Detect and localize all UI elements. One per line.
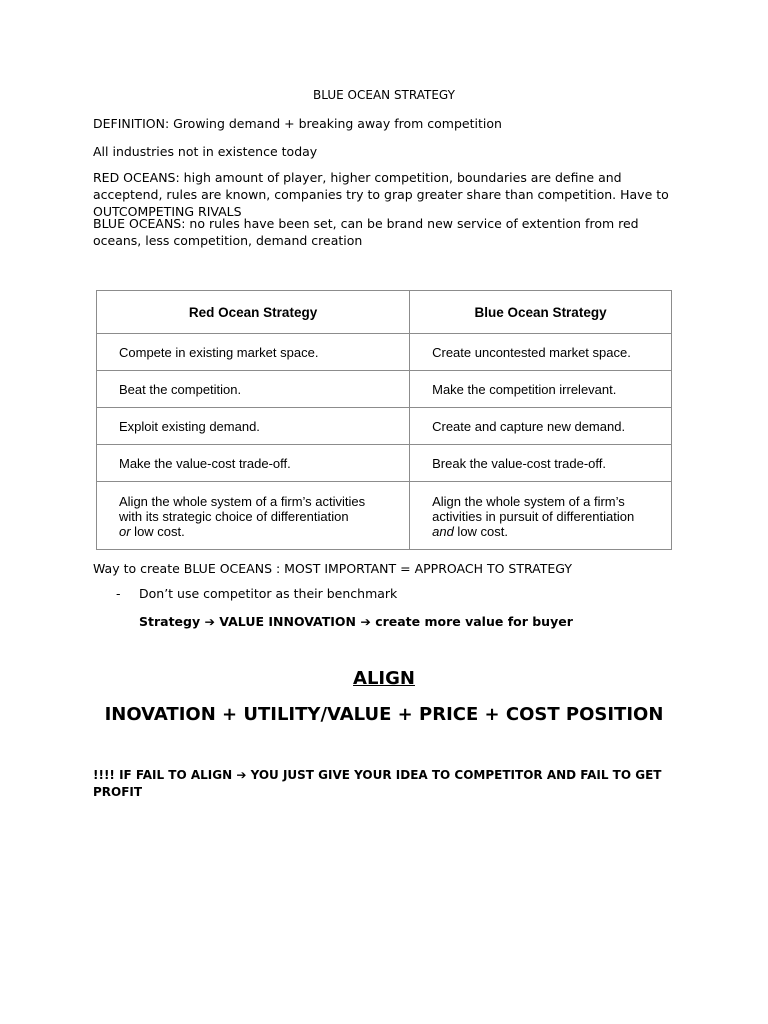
- blue-ocean-cell: Break the value-cost trade-off.: [410, 445, 672, 482]
- red-oceans-paragraph: RED OCEANS: high amount of player, higher competition, boundaries are define and acceptend, rules are known, companies try to grap greater share than competition. Have to OUTCOMPETING RIVALS: [93, 170, 669, 219]
- table-row: [97, 445, 672, 482]
- formula-heading: INOVATION + UTILITY/VALUE + PRICE + COST POSITION: [104, 704, 664, 725]
- cell-line: low cost.: [130, 524, 185, 539]
- warning-line: !!!! IF FAIL TO ALIGN ➔ YOU JUST GIVE YOUR IDEA TO COMPETITOR AND FAIL TO GET PROFIT: [93, 768, 662, 799]
- table-header-row: [97, 291, 672, 334]
- cell-emphasis: or: [119, 524, 131, 539]
- table-row: [97, 482, 672, 550]
- cell-line: Align the whole system of a firm’s: [432, 494, 625, 509]
- red-ocean-cell: Beat the competition.: [97, 371, 410, 408]
- blue-ocean-header: Blue Ocean Strategy: [410, 291, 672, 334]
- strategy-line: Strategy ➔ VALUE INNOVATION ➔ create more value for buyer: [139, 614, 573, 629]
- comparison-table: [96, 290, 672, 550]
- document-title: BLUE OCEAN STRATEGY: [313, 88, 455, 102]
- table-row: [97, 371, 672, 408]
- blue-ocean-cell: Make the competition irrelevant.: [410, 371, 672, 408]
- blue-ocean-cell: [410, 482, 672, 550]
- definition-paragraph: DEFINITION: Growing demand + breaking away from competition: [93, 116, 502, 131]
- align-heading: ALIGN: [353, 668, 415, 689]
- red-ocean-cell: Make the value-cost trade-off.: [97, 445, 410, 482]
- table-row: [97, 334, 672, 371]
- way-paragraph: Way to create BLUE OCEANS : MOST IMPORTANT = APPROACH TO STRATEGY: [93, 561, 572, 576]
- cell-line: Align the whole system of a firm’s activities: [119, 494, 366, 509]
- list-dash: -: [116, 586, 121, 601]
- cell-emphasis: and: [432, 524, 454, 539]
- list-item: Don’t use competitor as their benchmark: [139, 586, 398, 601]
- cell-line: activities in pursuit of differentiation: [432, 509, 635, 524]
- cell-line: with its strategic choice of differentiation: [119, 509, 349, 524]
- red-ocean-header: Red Ocean Strategy: [97, 291, 410, 334]
- red-ocean-cell: Compete in existing market space.: [97, 334, 410, 371]
- cell-line: low cost.: [453, 524, 508, 539]
- red-ocean-cell: [97, 482, 410, 550]
- table-row: [97, 408, 672, 445]
- blue-oceans-paragraph: BLUE OCEANS: no rules have been set, can be brand new service of extention from red oceans, less competition, demand creation: [93, 216, 639, 248]
- blue-ocean-cell: Create and capture new demand.: [410, 408, 672, 445]
- red-ocean-cell: Exploit existing demand.: [97, 408, 410, 445]
- industries-paragraph: All industries not in existence today: [93, 144, 318, 159]
- blue-ocean-cell: Create uncontested market space.: [410, 334, 672, 371]
